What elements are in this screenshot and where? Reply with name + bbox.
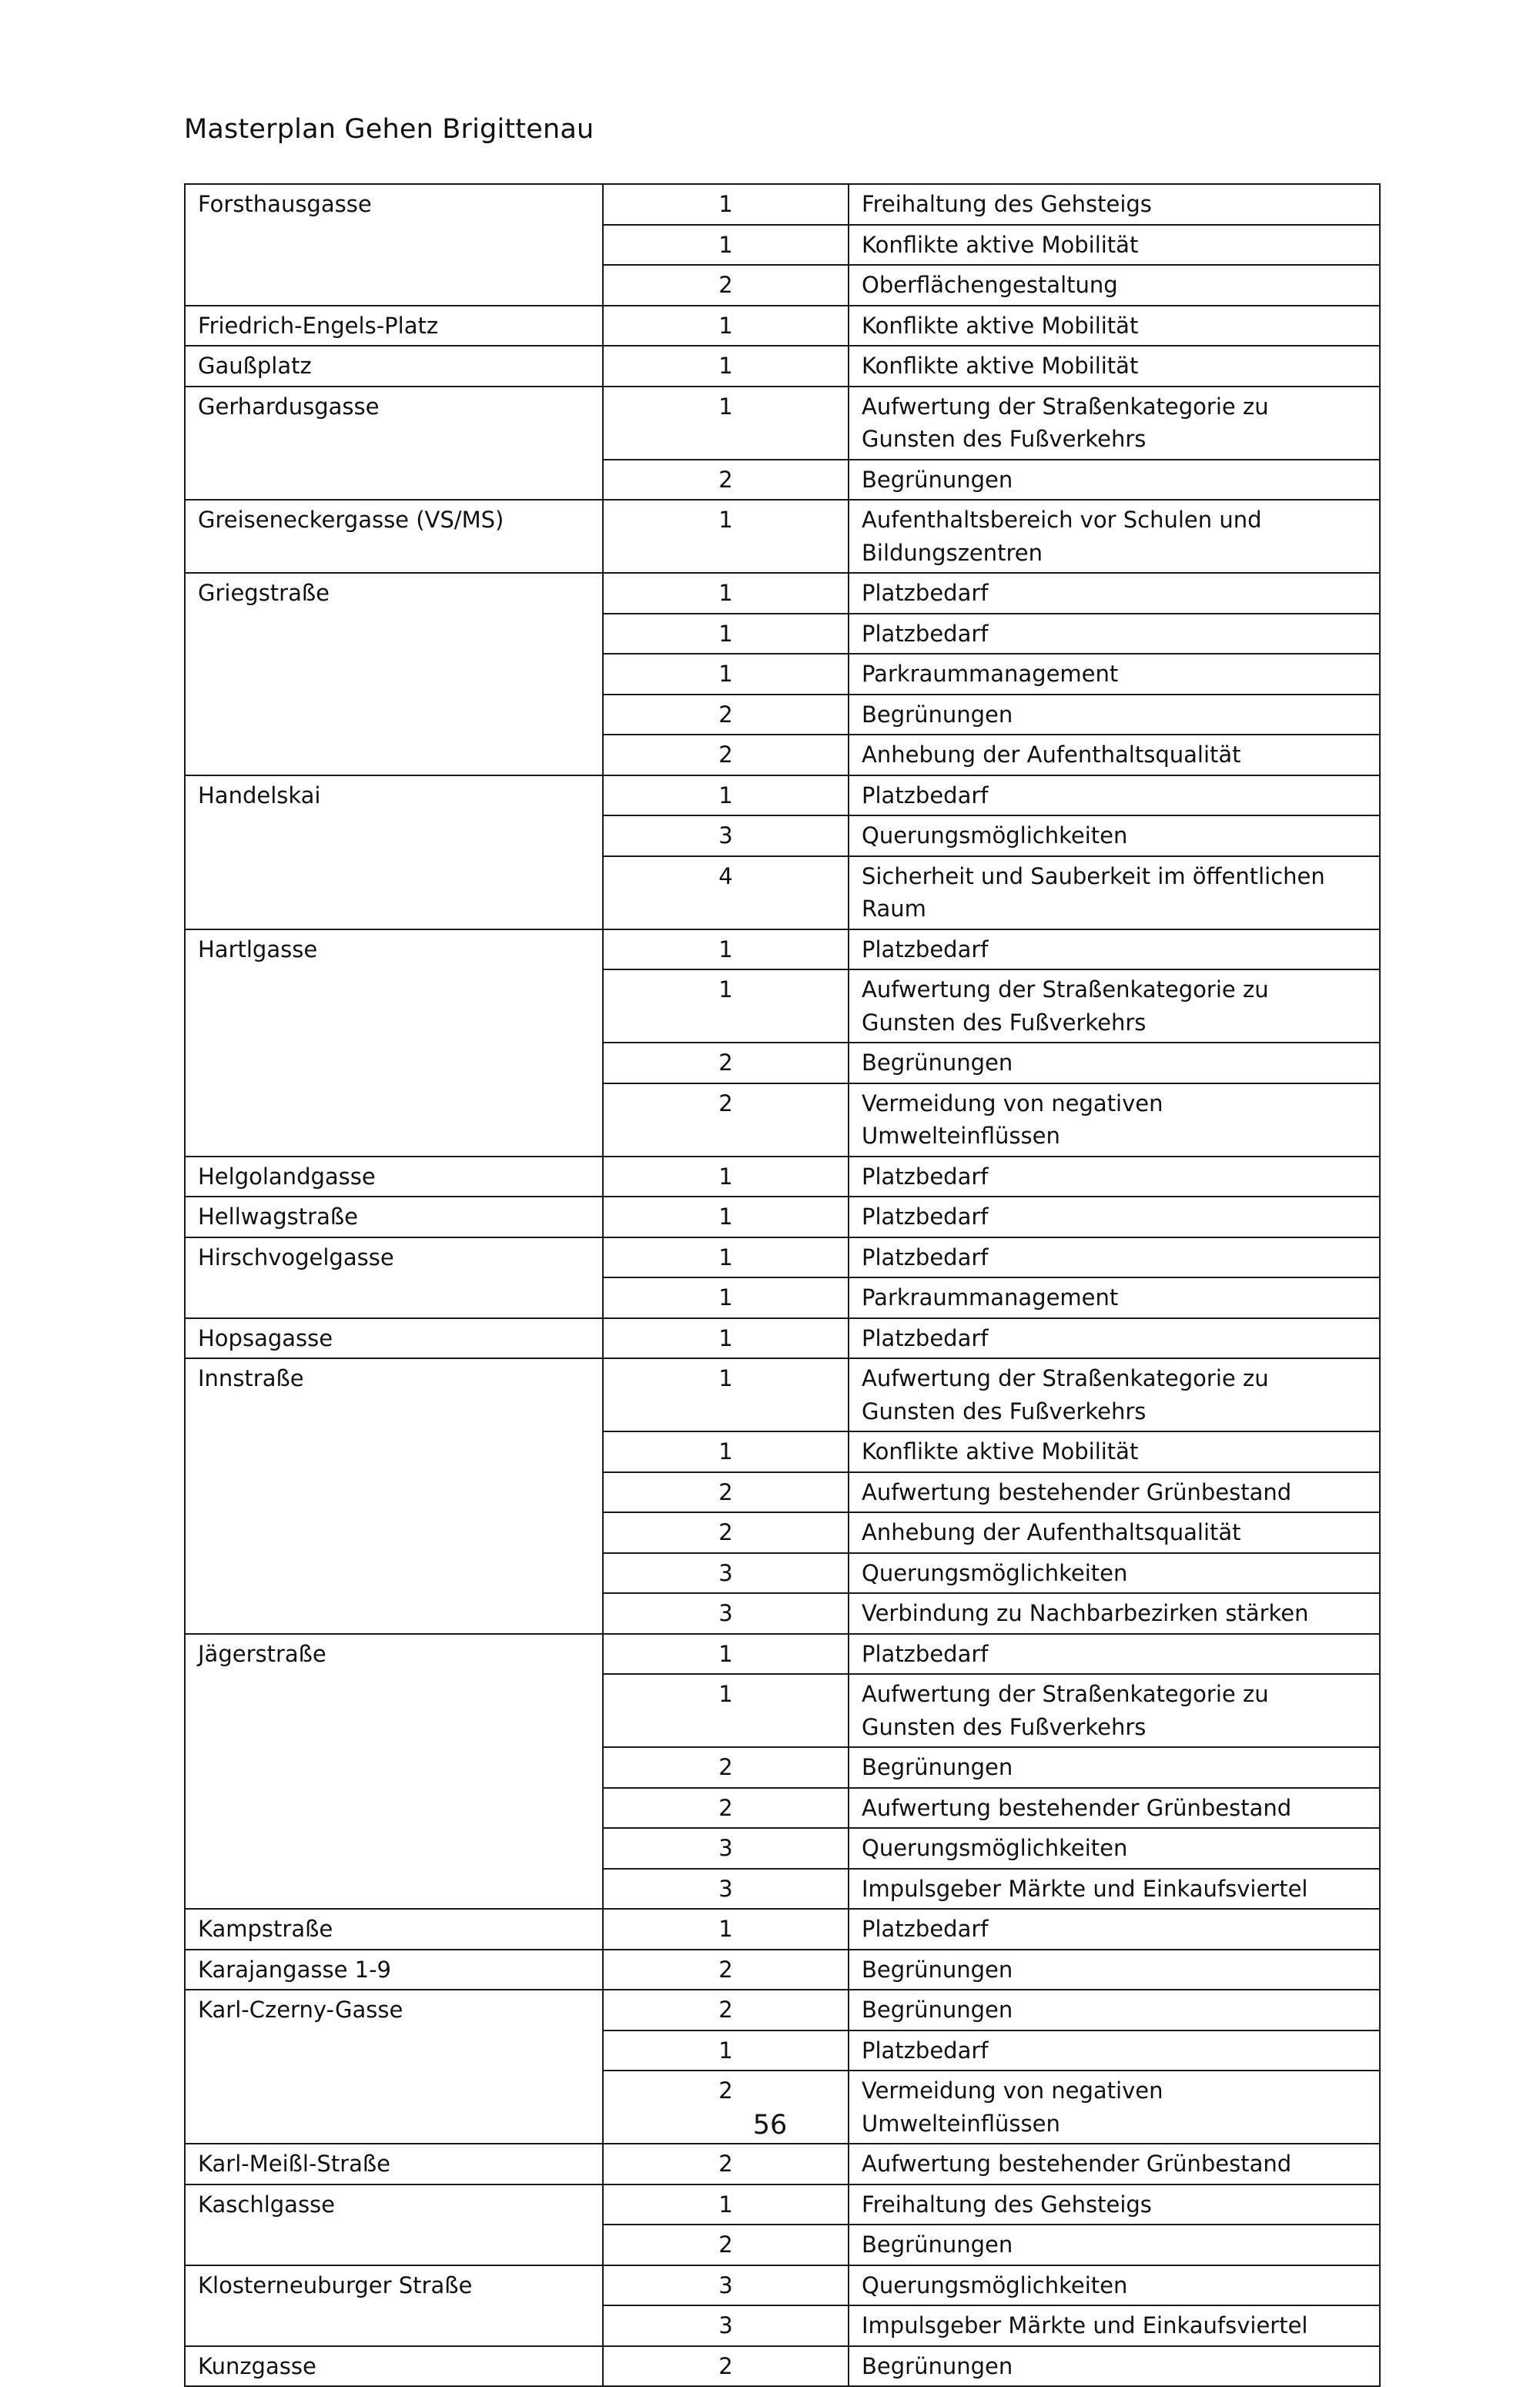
priority-cell: 1 [603,225,849,266]
priority-cell: 1 [603,573,849,614]
table-row [185,1237,1380,1278]
priority-cell: 1 [603,184,849,225]
priority-cell: 2 [603,1043,849,1083]
table-row [185,1634,1380,1675]
priority-cell: 1 [603,387,849,460]
priority-cell: 1 [603,2030,849,2071]
priority-cell: 2 [603,1950,849,1990]
priority-cell: 2 [603,2144,849,2184]
priority-cell: 2 [603,1472,849,1513]
measure-cell: Vermeidung von negativen Umwelteinflüssen [849,2071,1380,2144]
table-row [185,1909,1380,1950]
measure-cell: Konflikte aktive Mobilität [849,306,1380,346]
priority-cell: 2 [603,1788,849,1829]
table-row [185,1157,1380,1197]
measure-cell: Querungsmöglichkeiten [849,1828,1380,1869]
priority-cell: 3 [603,1593,849,1634]
measure-cell: Platzbedarf [849,1237,1380,1278]
priority-cell: 1 [603,1277,849,1318]
table-row [185,1990,1380,2030]
measure-cell: Platzbedarf [849,929,1380,970]
table-row [185,1950,1380,1990]
priority-cell: 1 [603,775,849,816]
table-row [185,346,1380,387]
table-row [185,184,1380,225]
table-row [185,1197,1380,1237]
priority-cell: 2 [603,1747,849,1788]
priority-cell: 3 [603,1553,849,1594]
street-name-cell: Gaußplatz [185,346,603,387]
measure-cell: Platzbedarf [849,614,1380,654]
table-row [185,573,1380,614]
measure-cell: Parkraummanagement [849,654,1380,695]
table-row [185,1358,1380,1431]
table-row [185,2144,1380,2184]
table-row [185,2265,1380,2306]
street-name-cell: Kunzgasse [185,2346,603,2387]
priority-cell: 1 [603,500,849,573]
priority-cell: 1 [603,929,849,970]
measure-cell: Freihaltung des Gehsteigs [849,2184,1380,2225]
street-name-cell: Jägerstraße [185,1634,603,1910]
measure-cell: Begrünungen [849,460,1380,500]
measure-cell: Aufwertung der Straßenkategorie zu Gunsten des Fußverkehrs [849,1674,1380,1747]
priority-cell: 3 [603,2265,849,2306]
measure-cell: Aufwertung bestehender Grünbestand [849,2144,1380,2184]
street-name-cell: Helgolandgasse [185,1157,603,1197]
measure-cell: Konflikte aktive Mobilität [849,225,1380,266]
priority-cell: 1 [603,654,849,695]
priority-cell: 3 [603,1828,849,1869]
measure-cell: Konflikte aktive Mobilität [849,346,1380,387]
measure-cell: Platzbedarf [849,1909,1380,1950]
street-name-cell: Hellwagstraße [185,1197,603,1237]
priority-cell: 1 [603,346,849,387]
priority-cell: 2 [603,1512,849,1553]
street-name-cell: Handelskai [185,775,603,929]
street-name-cell: Karajangasse 1-9 [185,1950,603,1990]
measure-cell: Platzbedarf [849,1157,1380,1197]
street-name-cell: Gerhardusgasse [185,387,603,500]
table-row [185,2184,1380,2225]
measure-cell: Anhebung der Aufenthaltsqualität [849,735,1380,775]
priority-cell: 2 [603,265,849,306]
measure-cell: Vermeidung von negativen Umwelteinflüssen [849,1083,1380,1157]
measure-cell: Platzbedarf [849,1197,1380,1237]
document-title: Masterplan Gehen Brigittenau [184,114,594,145]
priority-cell: 1 [603,1634,849,1675]
priority-cell: 1 [603,1318,849,1359]
measure-cell: Platzbedarf [849,1318,1380,1359]
measure-cell: Aufwertung der Straßenkategorie zu Gunsten des Fußverkehrs [849,969,1380,1043]
priority-cell: 3 [603,815,849,856]
priority-cell: 1 [603,1157,849,1197]
street-name-cell: Hirschvogelgasse [185,1237,603,1318]
priority-cell: 1 [603,306,849,346]
measure-cell: Aufwertung bestehender Grünbestand [849,1788,1380,1829]
priority-cell: 2 [603,695,849,735]
street-name-cell: Greiseneckergasse (VS/MS) [185,500,603,573]
street-name-cell: Hopsagasse [185,1318,603,1359]
measure-cell: Begrünungen [849,695,1380,735]
street-name-cell: Karl-Meißl-Straße [185,2144,603,2184]
measure-cell: Querungsmöglichkeiten [849,1553,1380,1594]
measures-table-body [185,184,1380,2386]
measure-cell: Begrünungen [849,1747,1380,1788]
measure-cell: Anhebung der Aufenthaltsqualität [849,1512,1380,1553]
priority-cell: 1 [603,1431,849,1472]
priority-cell: 1 [603,1358,849,1431]
measure-cell: Aufenthaltsbereich vor Schulen und Bildungszentren [849,500,1380,573]
measure-cell: Aufwertung bestehender Grünbestand [849,1472,1380,1513]
measure-cell: Querungsmöglichkeiten [849,2265,1380,2306]
measure-cell: Impulsgeber Märkte und Einkaufsviertel [849,1869,1380,1910]
table-row [185,387,1380,460]
priority-cell: 3 [603,2305,849,2346]
measure-cell: Impulsgeber Märkte und Einkaufsviertel [849,2305,1380,2346]
street-name-cell: Hartlgasse [185,929,603,1157]
priority-cell: 1 [603,2184,849,2225]
measure-cell: Sicherheit und Sauberkeit im öffentlichen Raum [849,856,1380,929]
priority-cell: 1 [603,969,849,1043]
priority-cell: 2 [603,2225,849,2265]
measure-cell: Begrünungen [849,2346,1380,2387]
street-name-cell: Friedrich-Engels-Platz [185,306,603,346]
measure-cell: Begrünungen [849,1043,1380,1083]
measure-cell: Oberflächengestaltung [849,265,1380,306]
table-row [185,1318,1380,1359]
table-row [185,2346,1380,2387]
table-row [185,306,1380,346]
priority-cell: 2 [603,460,849,500]
priority-cell: 1 [603,1237,849,1278]
street-name-cell: Innstraße [185,1358,603,1634]
priority-cell: 1 [603,1674,849,1747]
priority-cell: 2 [603,1083,849,1157]
measure-cell: Platzbedarf [849,2030,1380,2071]
measure-cell: Begrünungen [849,1990,1380,2030]
measure-cell: Aufwertung der Straßenkategorie zu Gunsten des Fußverkehrs [849,387,1380,460]
measure-cell: Platzbedarf [849,573,1380,614]
table-row [185,929,1380,970]
street-name-cell: Griegstraße [185,573,603,775]
priority-cell: 4 [603,856,849,929]
measure-cell: Aufwertung der Straßenkategorie zu Gunsten des Fußverkehrs [849,1358,1380,1431]
measure-cell: Konflikte aktive Mobilität [849,1431,1380,1472]
priority-cell: 1 [603,1197,849,1237]
priority-cell: 1 [603,614,849,654]
priority-cell: 2 [603,2071,849,2144]
measure-cell: Querungsmöglichkeiten [849,815,1380,856]
priority-cell: 2 [603,735,849,775]
measure-cell: Begrünungen [849,1950,1380,1990]
measure-cell: Verbindung zu Nachbarbezirken stärken [849,1593,1380,1634]
street-name-cell: Forsthausgasse [185,184,603,306]
measure-cell: Freihaltung des Gehsteigs [849,184,1380,225]
measure-cell: Platzbedarf [849,775,1380,816]
priority-cell: 2 [603,1990,849,2030]
priority-cell: 2 [603,2346,849,2387]
priority-cell: 1 [603,1909,849,1950]
measure-cell: Begrünungen [849,2225,1380,2265]
measure-cell: Parkraummanagement [849,1277,1380,1318]
street-name-cell: Karl-Czerny-Gasse [185,1990,603,2144]
page-number: 56 [752,2110,788,2141]
measures-table [184,183,1381,2387]
street-name-cell: Klosterneuburger Straße [185,2265,603,2346]
street-name-cell: Kampstraße [185,1909,603,1950]
table-row [185,775,1380,816]
measure-cell: Platzbedarf [849,1634,1380,1675]
street-name-cell: Kaschlgasse [185,2184,603,2265]
table-row [185,500,1380,573]
priority-cell: 3 [603,1869,849,1910]
